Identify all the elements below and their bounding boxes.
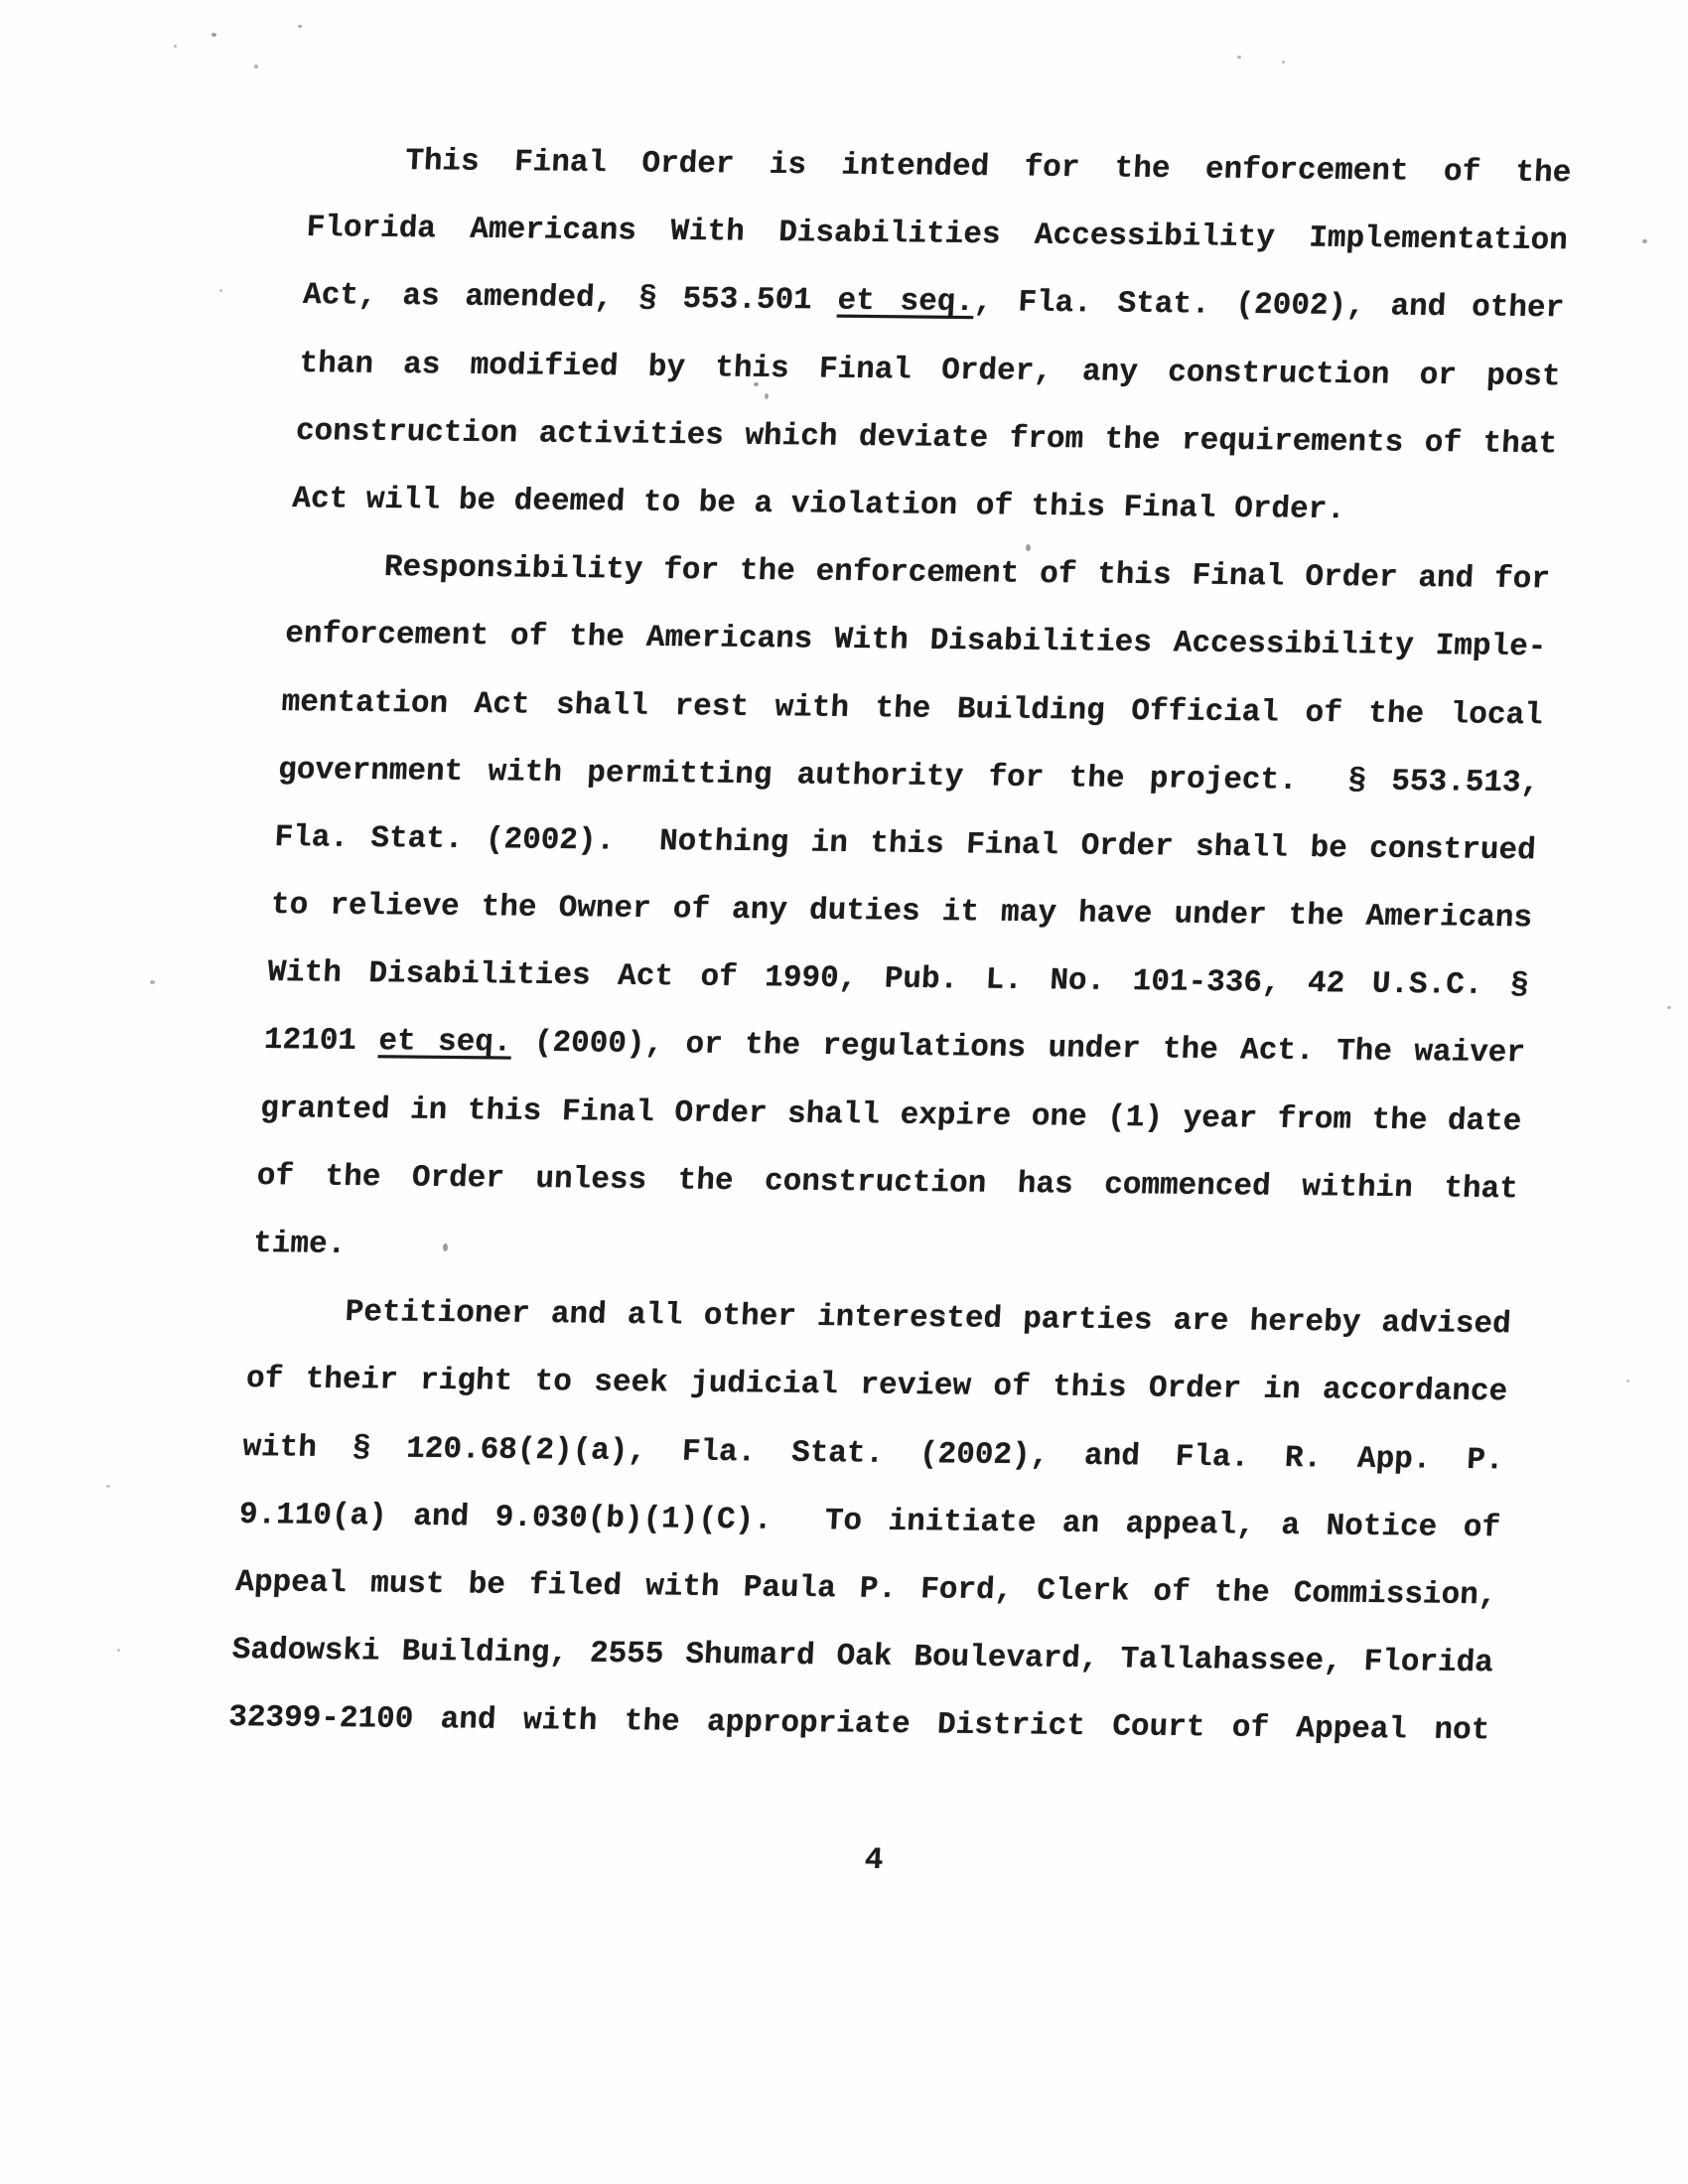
- scan-speck: [219, 289, 222, 292]
- text-segment: (2000), or the regulations under the Act. The waiver: [510, 1026, 1526, 1072]
- text-segment: mentation Act shall rest with the Building Official of the local: [280, 684, 1544, 733]
- text-segment: of the Order unless the construction has commenced within that: [255, 1158, 1519, 1208]
- text-segment: This Final Order is intended for the enforcement of the: [404, 144, 1573, 192]
- text-segment: than as modified by this Final Order, any construction or post: [298, 346, 1562, 394]
- underlined-citation: et seq.: [377, 1024, 513, 1062]
- text-segment: 12101: [262, 1023, 380, 1060]
- scan-speck: [174, 45, 177, 48]
- text-line: [241, 1414, 1506, 1496]
- scan-speck: [1667, 1006, 1671, 1009]
- text-segment: government with permitting authority for the project. § 553.513,: [277, 752, 1541, 801]
- text-segment: Responsibility for the enforcement of this Final Order and for: [382, 550, 1551, 598]
- text-segment: 9.110(a) and 9.030(b)(1)(C). To initiate an appeal, a Notice of: [238, 1497, 1501, 1546]
- text-line: [283, 601, 1548, 682]
- underlined-citation: et seq.: [836, 284, 975, 321]
- scan-speck: [150, 980, 155, 984]
- scan-speck: [254, 65, 258, 69]
- text-line: [226, 1684, 1491, 1766]
- text-segment: Act, as amended, § 553.501: [302, 278, 839, 320]
- text-line: [259, 1076, 1524, 1157]
- text-segment: , Fla. Stat. (2002), and other: [973, 285, 1566, 327]
- scan-speck: [1626, 1380, 1629, 1383]
- text-segment: Petitioner and all other interested parties are hereby advised: [344, 1295, 1512, 1343]
- scan-speck: [117, 1649, 120, 1652]
- text-segment: enforcement of the Americans With Disabilities Accessibility Imple-: [284, 617, 1548, 665]
- text-segment: construction activities which deviate from the requirements of that: [295, 413, 1558, 463]
- text-line: [298, 331, 1563, 412]
- scan-speck: [1237, 56, 1241, 59]
- text-segment: Florida Americans With Disabilities Accessibility Implementation: [305, 211, 1569, 259]
- scan-speck: [211, 33, 216, 37]
- text-line: [280, 669, 1545, 751]
- text-line: [255, 1143, 1520, 1225]
- text-segment: Sadowski Building, 2555 Shumard Oak Boulevard, Tallahassee, Florida: [230, 1633, 1494, 1681]
- scan-speck: [1282, 61, 1285, 64]
- text-segment: with § 120.68(2)(a), Fla. Stat. (2002), and Fla. R. App. P.: [241, 1429, 1505, 1478]
- scan-speck: [106, 1485, 110, 1488]
- text-segment: time.: [252, 1227, 348, 1262]
- text-line: [276, 737, 1541, 818]
- text-segment: 32399-2100 and with the appropriate District Court of Appeal not: [227, 1700, 1491, 1749]
- text-line: [262, 1007, 1527, 1089]
- page-number: 4: [863, 1842, 885, 1878]
- text-segment: to relieve the Owner of any duties it may have under the Americans: [270, 888, 1533, 937]
- text-segment: Appeal must be filed with Paula P. Ford, Clerk of the Commission,: [234, 1564, 1498, 1614]
- scan-speck: [1642, 239, 1647, 243]
- text-segment: of their right to seek judicial review of this Order in accordance: [245, 1362, 1508, 1410]
- text-segment: With Disabilities Act of 1990, Pub. L. No. 101-336, 42 U.S.C. §: [266, 955, 1530, 1004]
- text-block: [219, 127, 1573, 1901]
- text-segment: Act will be deemed to be a violation of this Final Order.: [291, 481, 1346, 528]
- scan-speck: [298, 25, 302, 28]
- text-segment: Fla. Stat. (2002). Nothing in this Final Order shall be construed: [273, 819, 1537, 869]
- text-segment: granted in this Final Order shall expire one (1) year from the date: [259, 1091, 1523, 1139]
- text-line: [244, 1346, 1509, 1427]
- text-line: [301, 262, 1566, 344]
